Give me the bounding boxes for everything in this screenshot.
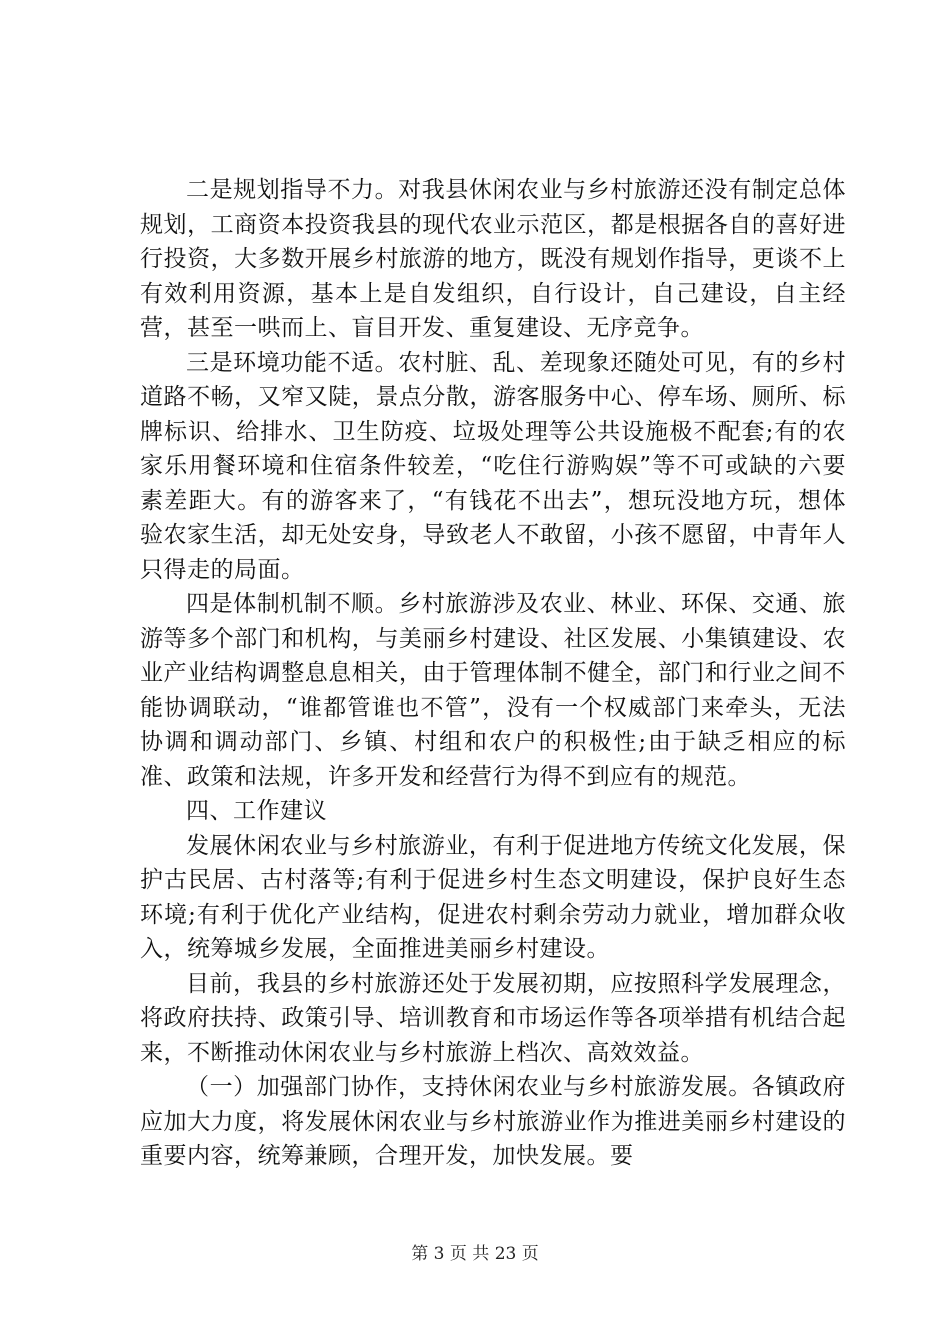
- paragraph-planning: 二是规划指导不力。对我县休闲农业与乡村旅游还没有制定总体规划，工商资本投资我县的现代农业示范区，都是根据各自的喜好进行投资，大多数开展乡村旅游的地方，既没有规划作指导，更谈不上有效利用资源，基本上是自发组织，自行设计，自己建设，自主经营，甚至一哄而上、盲目开发、重复建设、无序竞争。: [140, 177, 846, 341]
- page-footer: 第 3 页 共 23 页: [411, 1244, 539, 1264]
- document-body: [140, 173, 846, 1174]
- paragraph-mechanism: 四是体制机制不顺。乡村旅游涉及农业、林业、环保、交通、旅游等多个部门和机构，与美丽乡村建设、社区发展、小集镇建设、农业产业结构调整息息相关，由于管理体制不健全，部门和行业之间不能协调联动，“谁都管谁也不管”，没有一个权威部门来牵头，无法协调和调动部门、乡镇、村组和农户的积极性;由于缺乏相应的标准、政策和法规，许多开发和经营行为得不到应有的规范。: [140, 591, 846, 790]
- paragraph-development-benefits: 发展休闲农业与乡村旅游业，有利于促进地方传统文化发展，保护古民居、古村落等;有利于促进乡村生态文明建设，保护良好生态环境;有利于优化产业结构，促进农村剩余劳动力就业，增加群众收入，统筹城乡发展，全面推进美丽乡村建设。: [140, 832, 846, 962]
- paragraph-current-status: 目前，我县的乡村旅游还处于发展初期，应按照科学发展理念，将政府扶持、政策引导、培训教育和市场运作等各项举措有机结合起来，不断推动休闲农业与乡村旅游上档次、高效效益。: [140, 970, 846, 1066]
- paragraph-environment: 三是环境功能不适。农村脏、乱、差现象还随处可见，有的乡村道路不畅，又窄又陡，景点分散，游客服务中心、停车场、厕所、标牌标识、给排水、卫生防疫、垃圾处理等公共设施极不配套;有的农家乐用餐环境和住宿条件较差，“吃住行游购娱”等不可或缺的六要素差距大。有的游客来了，“有钱花不出去”，想玩没地方玩，想体验农家生活，却无处安身，导致老人不敢留，小孩不愿留，中青年人只得走的局面。: [140, 349, 846, 583]
- section-heading-suggestions: 四、工作建议: [186, 798, 327, 824]
- paragraph-department-cooperation: （一）加强部门协作，支持休闲农业与乡村旅游发展。各镇政府应加大力度，将发展休闲农业与乡村旅游业作为推进美丽乡村建设的重要内容，统筹兼顾，合理开发，加快发展。要: [140, 1074, 846, 1169]
